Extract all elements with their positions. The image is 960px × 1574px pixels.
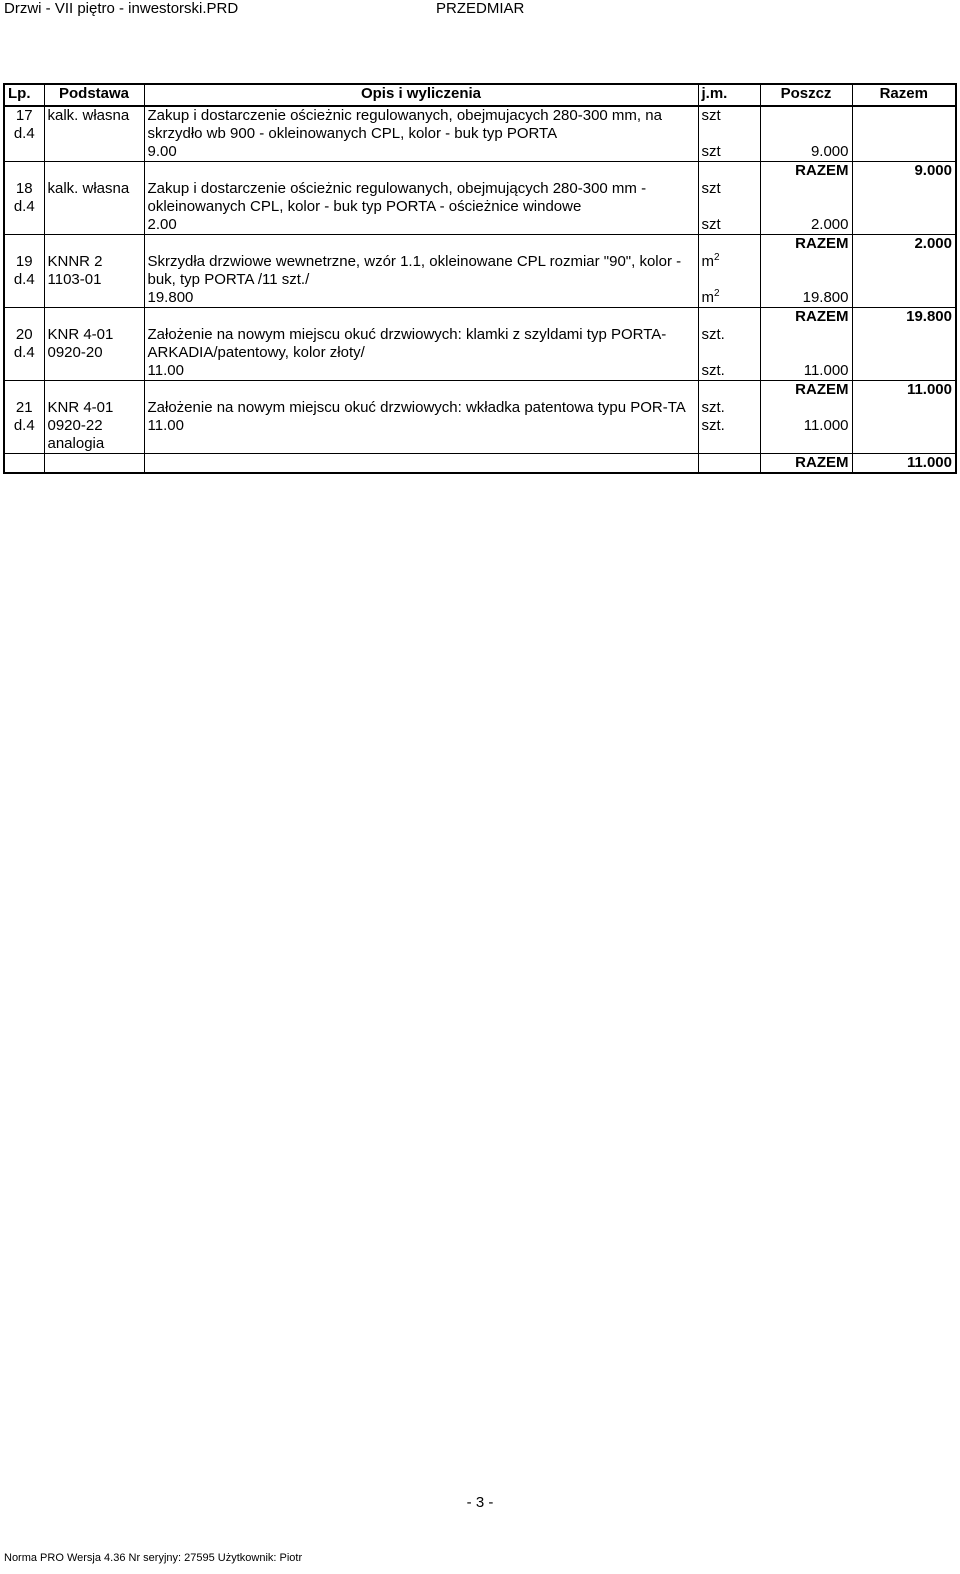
razem-label: RAZEM [760, 162, 852, 181]
razem-label: RAZEM [760, 454, 852, 474]
item-total-cell [852, 253, 956, 308]
razem-row [4, 308, 956, 327]
table-row [4, 106, 956, 162]
calc-unit: $m^2$ [701, 288, 720, 306]
razem-label: RAZEM [760, 381, 852, 400]
table-header-row [4, 84, 956, 106]
col-lp: Lp. [8, 85, 31, 102]
estimate-table [3, 83, 957, 474]
item-calculation: 9.00 [147, 143, 177, 160]
item-partial: 19.800 [760, 253, 852, 308]
document-type: PRZEDMIAR [436, 0, 525, 17]
col-podstawa: Podstawa [44, 84, 144, 106]
razem-value: 9.000 [852, 162, 956, 181]
item-total-cell [852, 399, 956, 454]
razem-value: 11.000 [852, 454, 956, 474]
item-partial: 11.000 [760, 399, 852, 454]
item-unit: $m^2$ $m^2$ [698, 253, 760, 308]
item-number: 21 d.4 [13, 399, 35, 434]
col-jm: j.m. [698, 84, 760, 106]
razem-row [4, 235, 956, 254]
software-footer: Norma PRO Wersja 4.36 Nr seryjny: 27595 Użytkownik: Piotr [4, 1552, 303, 1564]
razem-value: 11.000 [852, 381, 956, 400]
item-description: Założenie na nowym miejscu okuć drzwiowych: klamki z szyldami typ PORTA-ARKADIA/patentowy, kolor złoty/ 11.00 [144, 326, 698, 381]
razem-row [4, 162, 956, 181]
table-row [4, 399, 956, 454]
col-razem: Razem [852, 84, 956, 106]
item-partial: 11.000 [760, 326, 852, 381]
calc-unit: szt [701, 216, 721, 233]
col-poszcz: Poszcz [760, 84, 852, 106]
item-calculation: 11.00 [147, 362, 184, 379]
item-unit: szt szt [698, 180, 760, 235]
item-number: 18 d.4 [13, 180, 35, 215]
item-total-cell [852, 326, 956, 381]
item-number: 17 d.4 [13, 107, 35, 142]
razem-value: 2.000 [852, 235, 956, 254]
calc-unit: szt. [701, 417, 725, 434]
calc-unit: szt. [701, 362, 725, 379]
item-calculation: 2.00 [147, 216, 177, 233]
razem-value: 19.800 [852, 308, 956, 327]
file-name: Drzwi - VII piętro - inwestorski.PRD [4, 0, 239, 17]
item-unit: szt szt [698, 106, 760, 162]
table-row [4, 326, 956, 381]
page-header [4, 0, 956, 20]
item-total-cell [852, 180, 956, 235]
razem-label: RAZEM [760, 308, 852, 327]
item-unit: szt. szt. [698, 326, 760, 381]
razem-row [4, 381, 956, 400]
item-unit: szt. szt. [698, 399, 760, 454]
item-description: Skrzydła drzwiowe wewnetrzne, wzór 1.1, okleinowane CPL rozmiar "90", kolor - buk, typ PORTA /11 szt./ 19.800 [144, 253, 698, 308]
col-opis: Opis i wyliczenia [144, 84, 698, 106]
item-number: 20 d.4 [13, 326, 35, 361]
table-row [4, 180, 956, 235]
item-basis: KNNR 2 1103-01 [44, 253, 144, 308]
page-number: - 3 - [466, 1494, 494, 1511]
razem-label: RAZEM [760, 235, 852, 254]
item-calculation: 19.800 [147, 289, 194, 306]
item-calculation: 11.00 [147, 417, 184, 434]
calc-unit: szt [701, 143, 721, 160]
item-description: Zakup i dostarczenie ościeżnic regulowanych, obejmujacych 280-300 mm, na skrzydło wb 900 - okleinowanych CPL, kolor - buk typ PORTA 9.00 [144, 106, 698, 162]
item-basis: KNR 4-01 0920-22 analogia [44, 399, 144, 454]
item-description: Zakup i dostarczenie ościeżnic regulowanych, obejmujących 280-300 mm - okleinowanych CPL, kolor - buk typ PORTA - ościeżnice windowe 2.00 [144, 180, 698, 235]
item-basis: kalk. własna [44, 106, 144, 162]
item-basis: KNR 4-01 0920-20 [44, 326, 144, 381]
item-description: Założenie na nowym miejscu okuć drzwiowych: wkładka patentowa typu POR-TA 11.00 [144, 399, 698, 454]
item-total-cell [852, 106, 956, 162]
item-partial: 2.000 [760, 180, 852, 235]
item-partial: 9.000 [760, 106, 852, 162]
table-row [4, 253, 956, 308]
item-basis: kalk. własna [44, 180, 144, 235]
item-number: 19 d.4 [13, 253, 35, 288]
razem-row [4, 454, 956, 474]
